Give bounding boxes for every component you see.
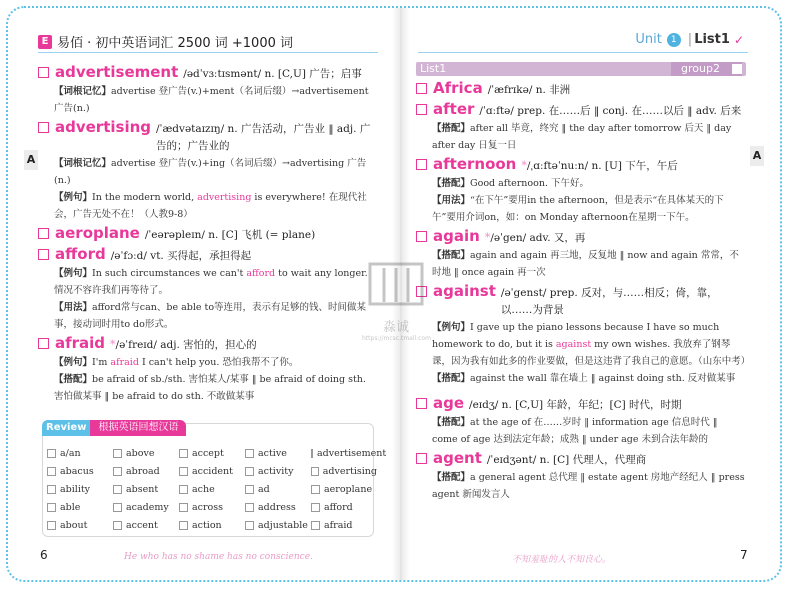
- review-word: [179, 480, 245, 498]
- review-word-text: about: [60, 519, 88, 531]
- review-word: [311, 444, 387, 462]
- usage-note: 【用法】“在下午”要用in the afternoon，但是表示“在具体某天的下午”要用介词on，如：on Monday afternoon在星期一下午。: [432, 195, 724, 223]
- headword: after: [433, 100, 475, 118]
- review-checkbox[interactable]: [47, 521, 56, 530]
- review-word-grid: [47, 444, 387, 534]
- review-word-text: accident: [192, 465, 233, 477]
- review-word: [311, 462, 377, 480]
- entry-checkbox[interactable]: [38, 338, 49, 349]
- example-sentence: 【例句】I gave up the piano lessons because I have so much homework to do, but it is against my own wishes. 我放弃了钢琴课，因为我有如此多的作业要做，但是这违背了我自己的意愿。（山东中考）: [432, 322, 751, 367]
- review-checkbox[interactable]: [245, 503, 254, 512]
- review-word-text: active: [258, 447, 287, 459]
- headword: aeroplane: [55, 224, 140, 242]
- page-number-right: 7: [740, 548, 748, 562]
- review-word: [113, 480, 179, 498]
- review-word-text: accept: [192, 447, 224, 459]
- review-word-text: ability: [60, 483, 91, 495]
- entry-aeroplane: [38, 225, 372, 244]
- entry-agent: [416, 450, 746, 469]
- review-checkbox[interactable]: [47, 449, 56, 458]
- review-word: [47, 444, 113, 462]
- review-word: [245, 498, 311, 516]
- side-tab-right: A: [750, 146, 764, 166]
- review-word: [47, 480, 113, 498]
- entry-africa: [416, 80, 746, 99]
- headword: against: [433, 282, 496, 300]
- headword: advertising: [55, 118, 152, 136]
- review-word: [179, 516, 245, 534]
- entry-advertisement: [38, 64, 372, 83]
- review-checkbox[interactable]: [47, 467, 56, 476]
- review-word: [113, 444, 179, 462]
- review-word-text: ad: [258, 483, 270, 495]
- review-word-text: a/an: [60, 447, 81, 459]
- example-sentence: 【例句】In such circumstances we can't afford to wait any longer. 情况不容许我们再等待了。: [54, 268, 368, 296]
- collocation-note: 【搭配】after all 毕竟，终究 ‖ the day after tomorrow 后天 ‖ day after day 日复一日: [432, 123, 732, 151]
- review-header: [42, 420, 186, 436]
- review-word-text: adjustable: [258, 519, 308, 531]
- header-rule-left: [38, 52, 378, 53]
- review-word: [311, 498, 377, 516]
- headword: age: [433, 394, 465, 412]
- review-checkbox[interactable]: [311, 449, 313, 458]
- entry-checkbox[interactable]: [416, 83, 427, 94]
- star-icon: *: [484, 231, 491, 244]
- review-word: [113, 516, 179, 534]
- review-checkbox[interactable]: [113, 503, 122, 512]
- review-checkbox[interactable]: [311, 467, 319, 476]
- review-checkbox[interactable]: [113, 485, 122, 494]
- review-checkbox[interactable]: [245, 449, 254, 458]
- entry-checkbox[interactable]: [38, 228, 49, 239]
- page-motto-left: He who has no shame has no conscience.: [124, 552, 313, 562]
- review-word-text: across: [192, 501, 223, 513]
- review-word: [179, 498, 245, 516]
- collocation-note: 【搭配】at the age of 在……岁时 ‖ information age 信息时代 ‖ come of age 达到法定年龄；成熟 ‖ under age 未到合法年龄的: [432, 417, 718, 445]
- review-word: [47, 516, 113, 534]
- definition: /ˈæfrɪkə/ n. 非洲: [487, 84, 571, 96]
- review-word: [245, 462, 311, 480]
- definition: /ˈeɪdʒənt/ n. [C] 代理人，代理商: [486, 454, 647, 466]
- review-checkbox[interactable]: [113, 467, 122, 476]
- review-word-text: absent: [126, 483, 159, 495]
- page-number-left: 6: [40, 548, 48, 562]
- review-word-text: able: [60, 501, 81, 513]
- review-checkbox[interactable]: [179, 467, 188, 476]
- example-sentence: 【例句】I'm afraid I can't help you. 恐怕我帮不了你。: [54, 357, 299, 368]
- group-label: group2: [671, 62, 742, 76]
- group-box-icon: [732, 64, 742, 74]
- shop-watermark: [362, 258, 430, 342]
- watermark-book-icon: [362, 258, 430, 312]
- entry-checkbox[interactable]: [38, 67, 49, 78]
- review-checkbox[interactable]: [47, 485, 56, 494]
- review-word-text: academy: [126, 501, 169, 513]
- review-checkbox[interactable]: [311, 521, 320, 530]
- collocation-note: 【搭配】again and again 再三地，反复地 ‖ now and again 常常，不时地 ‖ once again 再一次: [432, 250, 739, 278]
- headword: agent: [433, 449, 482, 467]
- book-header: [38, 32, 293, 51]
- collocation-note: 【搭配】against the wall 靠在墙上 ‖ against doing sth. 反对做某事: [432, 373, 736, 384]
- review-word: [245, 516, 311, 534]
- review-word-text: activity: [258, 465, 294, 477]
- definition: /əˈfreɪd/ adj. 害怕的，担心的: [115, 339, 257, 351]
- review-checkbox[interactable]: [311, 485, 320, 494]
- right-page-entries: [416, 62, 751, 503]
- page-motto-right: 不知羞耻的人不知良心。: [512, 555, 612, 565]
- review-word: [47, 462, 113, 480]
- review-word-text: address: [258, 501, 296, 513]
- review-checkbox[interactable]: [179, 503, 188, 512]
- review-checkbox[interactable]: [245, 521, 254, 530]
- book-title: 易佰 · 初中英语词汇 2500 词 +1000 词: [57, 36, 293, 51]
- unit-number: 1: [667, 33, 681, 47]
- review-word: [179, 444, 245, 462]
- review-word-text: abacus: [60, 465, 94, 477]
- review-checkbox[interactable]: [113, 521, 122, 530]
- review-word-text: advertisement: [317, 447, 387, 459]
- review-label: Review: [42, 420, 90, 436]
- usage-note: 【用法】afford常与can、be able to等连用，表示有足够的钱、时间做某事，接动词时用to do形式。: [54, 302, 367, 330]
- list-bar-label: List1: [420, 62, 447, 75]
- review-checkbox[interactable]: [245, 467, 254, 476]
- side-tab-left: A: [24, 150, 38, 170]
- entry-checkbox[interactable]: [38, 122, 49, 133]
- header-separator: |: [687, 32, 693, 47]
- review-checkbox[interactable]: [311, 503, 320, 512]
- word-root-note: 【词根记忆】advertise 登广告(v.)+ment（名词后缀）→advertisement 广告(n.): [54, 86, 369, 114]
- review-word-text: aeroplane: [324, 483, 373, 495]
- collocation-note: 【搭配】Good afternoon. 下午好。: [432, 178, 590, 189]
- word-root-note: 【词根记忆】advertise 登广告(v.)+ing（名词后缀）→advertising 广告(n.): [54, 158, 367, 186]
- review-checkbox[interactable]: [245, 485, 254, 494]
- entry-afford: [38, 246, 372, 265]
- review-checkbox[interactable]: [179, 485, 188, 494]
- watermark-url: https://mcsc.tmall.com: [362, 335, 431, 342]
- review-word-text: afraid: [324, 519, 353, 531]
- star-icon: *: [110, 338, 116, 351]
- entry-checkbox[interactable]: [416, 398, 427, 409]
- unit-label: Unit: [635, 32, 662, 47]
- definition: /ədˈvɜːtɪsmənt/ n. [C,U] 广告；启事: [183, 68, 362, 80]
- headword: afraid: [55, 334, 106, 352]
- entry-checkbox[interactable]: [416, 231, 427, 242]
- entry-after: [416, 101, 746, 120]
- review-word-text: accent: [126, 519, 158, 531]
- review-checkbox[interactable]: [179, 449, 188, 458]
- example-sentence: 【例句】In the modern world, advertising is everywhere! 在现代社会，广告无处不在！（人教9-8）: [54, 192, 367, 220]
- review-word: [113, 462, 179, 480]
- entry-afraid: [38, 335, 372, 354]
- entry-age: [416, 395, 746, 414]
- entry-again: [416, 228, 746, 247]
- definition: /əˈfɔːd/ vt. 买得起，承担得起: [110, 250, 252, 262]
- definition: /ˌɑːftəˈnuːn/ n. [U] 下午，午后: [526, 160, 678, 172]
- list-bar: [416, 62, 746, 76]
- entry-advertising: [38, 119, 372, 155]
- review-word-text: afford: [324, 501, 353, 513]
- review-subtitle: 根据英语回想汉语: [90, 420, 186, 436]
- review-checkbox[interactable]: [47, 503, 56, 512]
- headword: again: [433, 227, 480, 245]
- review-checkbox[interactable]: [179, 521, 188, 530]
- book-logo-icon: E: [38, 35, 52, 49]
- review-word: [113, 498, 179, 516]
- review-word-text: advertising: [322, 465, 377, 477]
- entry-checkbox[interactable]: [416, 159, 427, 170]
- headword: advertisement: [55, 63, 179, 81]
- definition: /ˈædvətaɪzɪŋ/ n. 广告活动，广告业 ‖ adj. 广告的；广告业的: [156, 123, 371, 152]
- entry-afternoon: [416, 156, 746, 175]
- entry-checkbox[interactable]: [416, 104, 427, 115]
- definition: /əˈgen/ adv. 又，再: [490, 232, 586, 244]
- review-word-text: action: [192, 519, 222, 531]
- headword: afternoon: [433, 155, 517, 173]
- review-word: [245, 480, 311, 498]
- review-word-text: above: [126, 447, 155, 459]
- definition: /eɪdʒ/ n. [C,U] 年龄，年纪；[C] 时代，时期: [469, 399, 682, 411]
- left-page-entries: [38, 62, 372, 405]
- review-word: [311, 480, 377, 498]
- entry-against: [416, 283, 746, 319]
- review-word: [47, 498, 113, 516]
- definition: /ˈeərəpleɪn/ n. [C] 飞机 (= plane): [144, 229, 316, 241]
- unit-header: [635, 32, 744, 47]
- definition: /ˈɑːftə/ prep. 在……后 ‖ conj. 在……以后 ‖ adv. 后来: [479, 105, 742, 117]
- header-rule-right: [418, 52, 748, 53]
- review-box: [42, 422, 387, 537]
- star-icon: *: [521, 159, 527, 172]
- review-word-text: abroad: [126, 465, 160, 477]
- review-word: [245, 444, 311, 462]
- list-label: List1: [694, 32, 730, 47]
- entry-checkbox[interactable]: [38, 249, 49, 260]
- collocation-note: 【搭配】be afraid of sb./sth. 害怕某人/某事 ‖ be afraid of doing sth. 害怕做某事 ‖ be afraid to do sth. 不敢做某事: [54, 374, 366, 402]
- headword: Africa: [433, 79, 483, 97]
- review-word: [179, 462, 245, 480]
- entry-checkbox[interactable]: [416, 453, 427, 464]
- definition: /əˈgenst/ prep. 反对，与……相反；倚，靠，以……为背景: [500, 287, 718, 316]
- review-word-text: ache: [192, 483, 215, 495]
- check-icon: ✓: [733, 32, 744, 47]
- headword: afford: [55, 245, 106, 263]
- review-checkbox[interactable]: [113, 449, 122, 458]
- review-word: [311, 516, 377, 534]
- watermark-title: 淼诚: [382, 320, 409, 335]
- collocation-note: 【搭配】a general agent 总代理 ‖ estate agent 房地产经纪人 ‖ press agent 新闻发言人: [432, 472, 745, 500]
